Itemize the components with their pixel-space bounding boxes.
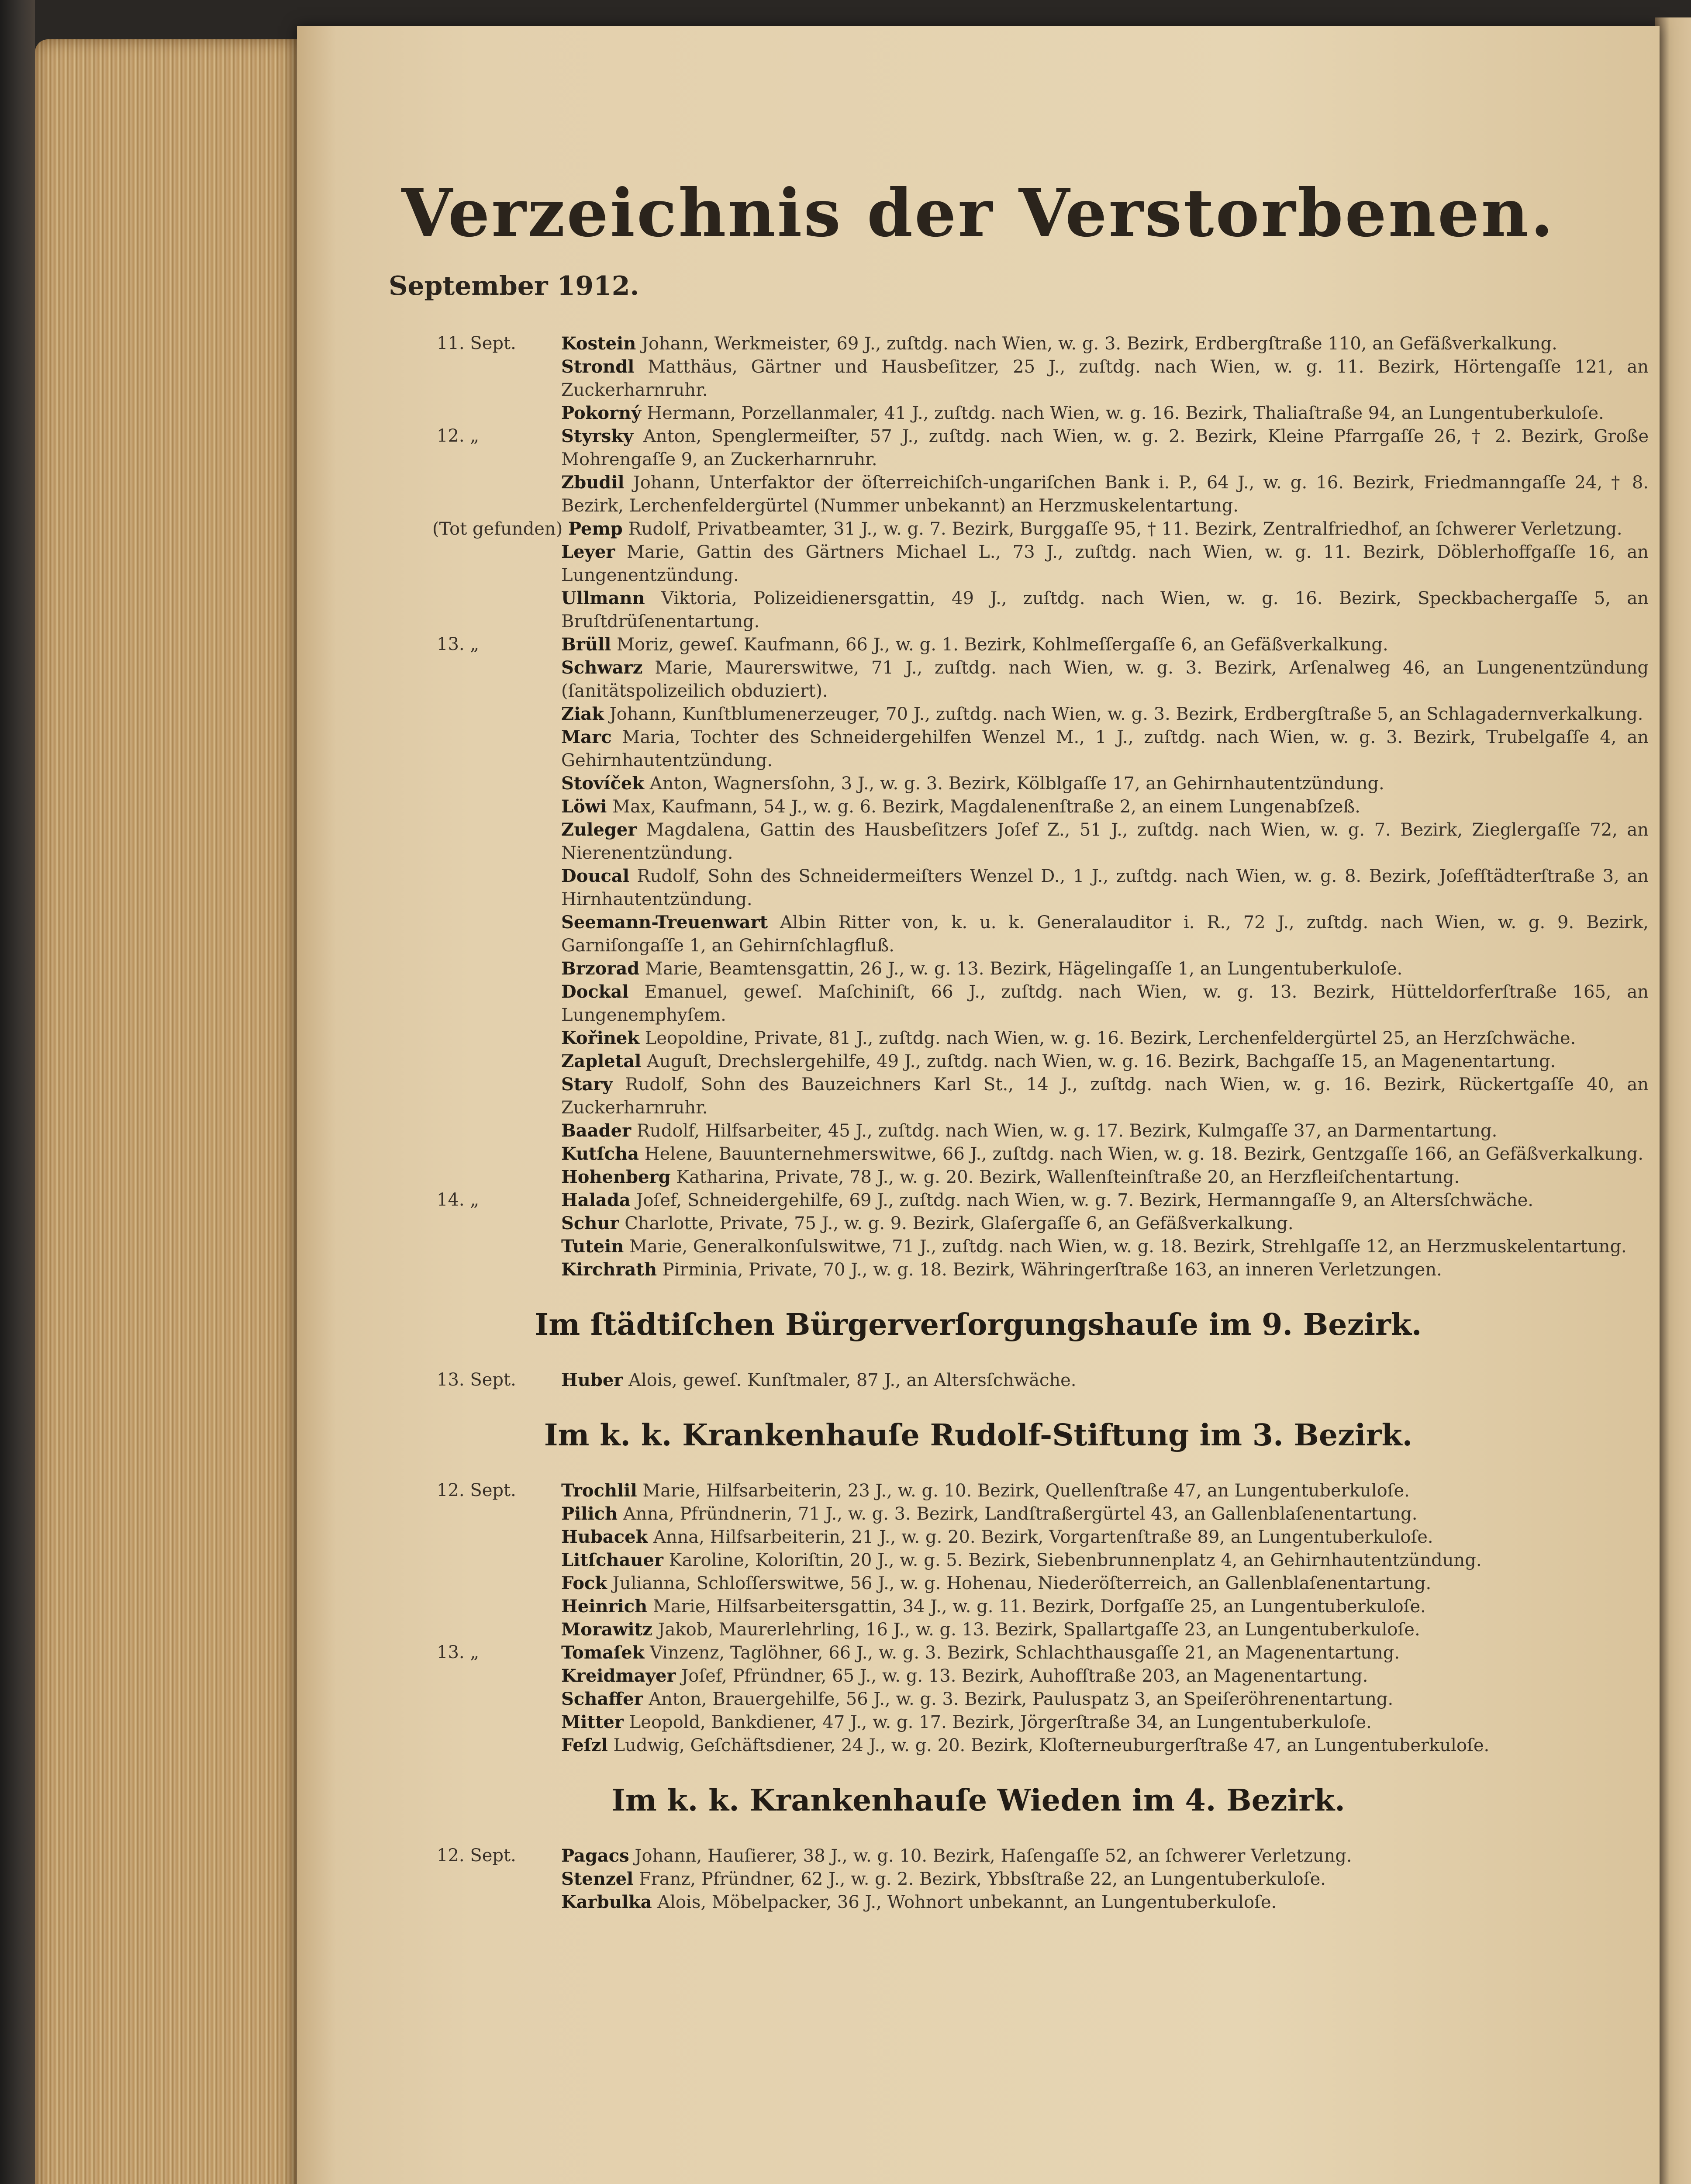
entry-name: Kirchrath — [561, 1259, 657, 1280]
entry-name: Zuleger — [561, 819, 637, 840]
entry-text: Julianna, Schloſſerswitwe, 56 J., w. g. Hohenau, Niederöſterreich, an Gallenblaſenentartung. — [607, 1573, 1432, 1593]
entry-name: Ullmann — [561, 588, 645, 608]
entry-name: Feſzl — [561, 1735, 608, 1755]
entry-text: Anna, Pfründnerin, 71 J., w. g. 3. Bezirk, Landſtraßergürtel 43, an Gallenblaſenentartung. — [618, 1504, 1418, 1524]
entry — [561, 1119, 1649, 1143]
entry-text: Auguſt, Drechslergehilfe, 49 J., zuſtdg. nach Wien, w. g. 16. Bezirk, Bachgaſſe 15, an Magenentartung. — [641, 1051, 1556, 1071]
entry-name: Hohenberg — [561, 1167, 671, 1187]
entry-name: Baader — [561, 1120, 632, 1141]
entry-text: Anton, Spenglermeiſter, 57 J., zuſtdg. nach Wien, w. g. 2. Bezirk, Kleine Pfarrgaſſe 26, † 2. Bezirk, Große Mohrengaſſe 9, an Zuckerharnruhr. — [561, 426, 1649, 470]
entry-name: Pemp — [568, 518, 623, 539]
entry-name: Marc — [561, 727, 612, 747]
entry — [561, 401, 1649, 425]
entry — [561, 1734, 1649, 1757]
entry-name: Karbulka — [561, 1892, 652, 1912]
entry-text: Joſef, Schneidergehilfe, 69 J., zuſtdg. nach Wien, w. g. 7. Bezirk, Hermanngaſſe 9, an Altersſchwäche. — [630, 1190, 1534, 1210]
entry — [561, 818, 1649, 865]
entry — [561, 1618, 1649, 1641]
book-cover-edge — [0, 0, 35, 2184]
entry-text: Marie, Beamtensgattin, 26 J., w. g. 13. Bezirk, Hägelingaſſe 1, an Lungentuberkuloſe. — [639, 959, 1403, 979]
entry-text: Moriz, geweſ. Kaufmann, 66 J., w. g. 1. Bezirk, Kohlmeſſergaſſe 6, an Gefäßverkalkung. — [611, 635, 1388, 655]
entry-name: Brüll — [561, 634, 611, 655]
entry — [561, 980, 1649, 1027]
entry-text: Joſef, Pfründner, 65 J., w. g. 13. Bezirk, Auhofſtraße 203, an Magenentartung. — [676, 1666, 1368, 1686]
entry-name: Kořinek — [561, 1028, 640, 1048]
entry-text: Jakob, Maurerlehrling, 16 J., w. g. 13. Bezirk, Spallartgaſſe 23, an Lungentuberkuloſe. — [652, 1620, 1420, 1640]
entry-name: Tomaſek — [561, 1642, 645, 1663]
entry-name: Kostein — [561, 333, 636, 354]
entry-name: Ziak — [561, 704, 604, 724]
entry — [561, 1525, 1649, 1549]
entry — [561, 1711, 1649, 1734]
entry-name: Stenzel — [561, 1869, 634, 1889]
entry-date: 14. „ — [437, 1190, 480, 1210]
entry-text: Johann, Kunſtblumenerzeuger, 70 J., zuſtdg. nach Wien, w. g. 3. Bezirk, Erdbergſtraße 5, an Schlagadernverkalkung. — [604, 704, 1643, 724]
entry — [432, 517, 1649, 541]
entry — [561, 1258, 1649, 1282]
entry-text: Rudolf, Sohn des Schneidermeiſters Wenzel D., 1 J., zuſtdg. nach Wien, w. g. 8. Bezirk, Joſefſtädterſtraße 3, an Hirnhautentzündung. — [561, 866, 1649, 909]
entry-date: 12. Sept. — [437, 1480, 516, 1500]
entry — [561, 1165, 1649, 1189]
entry — [561, 1687, 1649, 1711]
entry — [561, 1844, 1649, 1868]
entry-name: Halada — [561, 1190, 631, 1210]
entry-text: Johann, Werkmeister, 69 J., zuſtdg. nach Wien, w. g. 3. Bezirk, Erdbergſtraße 110, an Gefäßverkalkung. — [636, 334, 1557, 354]
entry — [561, 587, 1649, 633]
entry-text: Franz, Pfründner, 62 J., w. g. 2. Bezirk, Ybbsſtraße 22, an Lungentuberkuloſe. — [633, 1869, 1326, 1889]
entry — [561, 795, 1649, 819]
entry — [561, 1142, 1649, 1166]
entry-text: Matthäus, Gärtner und Hausbeſitzer, 25 J., zuſtdg. nach Wien, w. g. 11. Bezirk, Hörtengaſſe 121, an Zuckerharnruhr. — [561, 357, 1649, 400]
entry-text: Leopoldine, Private, 81 J., zuſtdg. nach Wien, w. g. 16. Bezirk, Lerchenfeldergürtel 25, an Herzſchwäche. — [639, 1028, 1576, 1048]
entry-text: Anton, Brauergehilfe, 56 J., w. g. 3. Bezirk, Pauluspatz 3, an Speiſeröhrenentartung. — [643, 1689, 1394, 1709]
section-heading: Im k. k. Krankenhauſe Rudolf-Stiftung im 3. Bezirk. — [544, 1418, 1413, 1453]
entry-text: Alois, Möbelpacker, 36 J., Wohnort unbekannt, an Lungentuberkuloſe. — [652, 1892, 1277, 1912]
entry — [561, 726, 1649, 772]
entry-text: Leopold, Bankdiener, 47 J., w. g. 17. Bezirk, Jörgerſtraße 34, an Lungentuberkuloſe. — [623, 1712, 1372, 1732]
entry-name: Löwi — [561, 796, 607, 817]
entry — [561, 1073, 1649, 1120]
entry-text: Johann, Unterfaktor der öſterreichiſch-ungariſchen Bank i. P., 64 J., w. g. 16. Bezirk, Friedmanngaſſe 24, † 8. Bezirk, Lerchenfeldergürtel (Nummer unbekannt) an Herzmuskelentartung. — [561, 473, 1649, 516]
entry — [561, 1235, 1649, 1258]
entry — [561, 702, 1649, 726]
entry-name: Mitter — [561, 1712, 624, 1732]
entry-text: Karoline, Koloriſtin, 20 J., w. g. 5. Bezirk, Siebenbrunnenplatz 4, an Gehirnhautentzündung. — [663, 1550, 1482, 1570]
entry-name: Trochlil — [561, 1480, 637, 1501]
page-stack-edges — [35, 39, 297, 2184]
entry — [561, 1212, 1649, 1235]
entry-name: Doucal — [561, 866, 629, 886]
entry-date: 12. Sept. — [437, 1845, 516, 1866]
entry-text: Magdalena, Gattin des Hausbeſitzers Joſef Z., 51 J., zuſtdg. nach Wien, w. g. 7. Bezirk, Zieglergaſſe 72, an Nierenentzündung. — [561, 820, 1649, 863]
entry-name: Huber — [561, 1370, 623, 1390]
entry-name: Styrsky — [561, 426, 634, 446]
entry-text: Emanuel, geweſ. Maſchiniſt, 66 J., zuſtdg. nach Wien, w. g. 13. Bezirk, Hütteldorferſtraße 165, an Lungenemphyſem. — [561, 982, 1649, 1025]
entry-text: Marie, Hilfsarbeiterin, 23 J., w. g. 10. Bezirk, Quellenſtraße 47, an Lungentuberkuloſe. — [637, 1481, 1410, 1501]
entry-text: Ludwig, Geſchäftsdiener, 24 J., w. g. 20. Bezirk, Kloſterneuburgerſtraße 47, an Lungentuberkuloſe. — [607, 1735, 1490, 1755]
entry-name: Leyer — [561, 542, 615, 562]
month-heading: September 1912. — [389, 271, 639, 301]
section-heading: Im k. k. Krankenhauſe Wieden im 4. Bezirk. — [611, 1783, 1345, 1818]
entry — [561, 425, 1649, 471]
entry — [561, 471, 1649, 518]
entry-name: Stary — [561, 1074, 613, 1095]
adjacent-page-edge — [1655, 17, 1691, 2184]
entry-name: Pagacs — [561, 1845, 629, 1866]
entry-name: Stovíček — [561, 773, 644, 794]
entry-name: Hubacek — [561, 1527, 648, 1547]
entry — [561, 1890, 1649, 1914]
page-title: Verzeichnis der Verstorbenen. — [401, 175, 1555, 252]
entry-text: Helene, Bauunternehmerswitwe, 66 J., zuſtdg. nach Wien, w. g. 18. Bezirk, Gentzgaſſe 166, an Gefäßverkalkung. — [639, 1144, 1643, 1164]
entry — [561, 1050, 1649, 1073]
entry — [561, 656, 1649, 703]
entry-name: Strondl — [561, 356, 635, 377]
entry-text: Hermann, Porzellanmaler, 41 J., zuſtdg. nach Wien, w. g. 16. Bezirk, Thaliaſtraße 94, an Lungentuberkuloſe. — [641, 403, 1604, 423]
entry — [561, 1664, 1649, 1688]
entry-text: Rudolf, Sohn des Bauzeichners Karl St., 14 J., zuſtdg. nach Wien, w. g. 16. Bezirk, Rückertgaſſe 40, an Zuckerharnruhr. — [561, 1075, 1649, 1118]
entry-name: Morawitz — [561, 1619, 652, 1640]
entry — [561, 540, 1649, 587]
entry-text: Alois, geweſ. Kunſtmaler, 87 J., an Altersſchwäche. — [623, 1370, 1077, 1390]
entry-name: Schwarz — [561, 657, 643, 678]
entry — [561, 1189, 1649, 1212]
entry-text: Rudolf, Privatbeamter, 31 J., w. g. 7. Bezirk, Burggaſſe 95, † 11. Bezirk, Zentralfriedhof, an ſchwerer Verletzung. — [622, 519, 1622, 539]
entry — [561, 355, 1649, 402]
entry-date: 13. Sept. — [437, 1370, 516, 1390]
entry-name: Zbudil — [561, 472, 625, 493]
entry — [561, 1026, 1649, 1050]
entry-date: 11. Sept. — [437, 333, 516, 353]
entry — [561, 633, 1649, 657]
entry-text: Anna, Hilfsarbeiterin, 21 J., w. g. 20. Bezirk, Vorgartenſtraße 89, an Lungentuberkuloſe. — [648, 1527, 1433, 1547]
entry-name: Pokorný — [561, 403, 642, 423]
entry — [561, 957, 1649, 981]
entry — [561, 1479, 1649, 1503]
entry — [561, 1548, 1649, 1572]
entry-text: Rudolf, Hilfsarbeiter, 45 J., zuſtdg. nach Wien, w. g. 17. Bezirk, Kulmgaſſe 37, an Darmentartung. — [631, 1121, 1498, 1141]
entry-name: Litſchauer — [561, 1550, 663, 1570]
entry — [561, 1641, 1649, 1665]
entry-text: Marie, Maurerswitwe, 71 J., zuſtdg. nach Wien, w. g. 3. Bezirk, Arſenalweg 46, an Lungenentzündung (ſanitätspolizeilich obduziert). — [561, 658, 1649, 701]
entry-text: Pirminia, Private, 70 J., w. g. 18. Bezirk, Währingerſtraße 163, an inneren Verletzungen. — [657, 1260, 1442, 1280]
entry — [561, 1867, 1649, 1891]
entry-text: Charlotte, Private, 75 J., w. g. 9. Bezirk, Glaſergaſſe 6, an Gefäßverkalkung. — [619, 1213, 1294, 1234]
document-page — [297, 26, 1660, 2184]
entry-name: Kutſcha — [561, 1144, 639, 1164]
entry-prefix: (Tot gefunden) — [432, 519, 569, 539]
entry-text: Johann, Hauſierer, 38 J., w. g. 10. Bezirk, Haſengaſſe 52, an ſchwerer Verletzung. — [629, 1846, 1352, 1866]
entry-name: Zapletal — [561, 1051, 642, 1071]
entry-text: Maria, Tochter des Schneidergehilfen Wenzel M., 1 J., zuſtdg. nach Wien, w. g. 3. Bezirk, Trubelgaſſe 4, an Gehirnhautentzündung. — [561, 727, 1649, 771]
entry-name: Schur — [561, 1213, 619, 1234]
entry — [561, 1502, 1649, 1526]
entry-text: Katharina, Private, 78 J., w. g. 20. Bezirk, Wallenſteinſtraße 20, an Herzfleiſchentartung. — [670, 1167, 1460, 1187]
entry-text: Vinzenz, Taglöhner, 66 J., w. g. 3. Bezirk, Schlachthausgaſſe 21, an Magenentartung. — [644, 1643, 1400, 1663]
entry-name: Pilich — [561, 1503, 618, 1524]
entry-date: 13. „ — [437, 634, 480, 654]
entry-text: Marie, Gattin des Gärtners Michael L., 73 J., zuſtdg. nach Wien, w. g. 11. Bezirk, Döblerhoffgaſſe 16, an Lungenentzündung. — [561, 542, 1649, 585]
entry-text: Viktoria, Polizeidienersgattin, 49 J., zuſtdg. nach Wien, w. g. 16. Bezirk, Speckbachergaſſe 5, an Bruſtdrüſenentartung. — [561, 588, 1649, 632]
entry-name: Kreidmayer — [561, 1666, 676, 1686]
entry-date: 13. „ — [437, 1642, 480, 1662]
entry-name: Schaffer — [561, 1689, 643, 1709]
entry-text: Marie, Generalkonſulswitwe, 71 J., zuſtdg. nach Wien, w. g. 18. Bezirk, Strehlgaſſe 12, an Herzmuskelentartung. — [624, 1237, 1627, 1257]
entry-name: Fock — [561, 1573, 607, 1593]
entry — [561, 1572, 1649, 1595]
entry-date: 12. „ — [437, 426, 480, 446]
entry — [561, 1368, 1649, 1392]
entry-name: Heinrich — [561, 1596, 648, 1617]
entry — [561, 911, 1649, 957]
section-heading: Im ſtädtiſchen Bürgerverſorgungshauſe im 9. Bezirk. — [535, 1307, 1422, 1342]
entry-text: Max, Kaufmann, 54 J., w. g. 6. Bezirk, Magdalenenſtraße 2, an einem Lungenabſzeß. — [607, 797, 1361, 817]
entry — [561, 864, 1649, 911]
entry-name: Tutein — [561, 1236, 624, 1257]
entry-name: Brzorad — [561, 958, 640, 979]
entry — [561, 332, 1649, 356]
entry-text: Albin Ritter von, k. u. k. Generalauditor i. R., 72 J., zuſtdg. nach Wien, w. g. 9. Bezirk, Garniſongaſſe 1, an Gehirnſchlagfluß. — [561, 912, 1649, 956]
entry — [561, 772, 1649, 795]
entry-text: Anton, Wagnersſohn, 3 J., w. g. 3. Bezirk, Kölblgaſſe 17, an Gehirnhautentzündung. — [644, 774, 1384, 794]
entry-name: Seemann-Treuenwart — [561, 912, 768, 933]
entry-name: Dockal — [561, 981, 629, 1002]
entry-text: Marie, Hilfsarbeitersgattin, 34 J., w. g. 11. Bezirk, Dorfgaſſe 25, an Lungentuberkuloſe. — [647, 1597, 1426, 1617]
entry — [561, 1595, 1649, 1618]
